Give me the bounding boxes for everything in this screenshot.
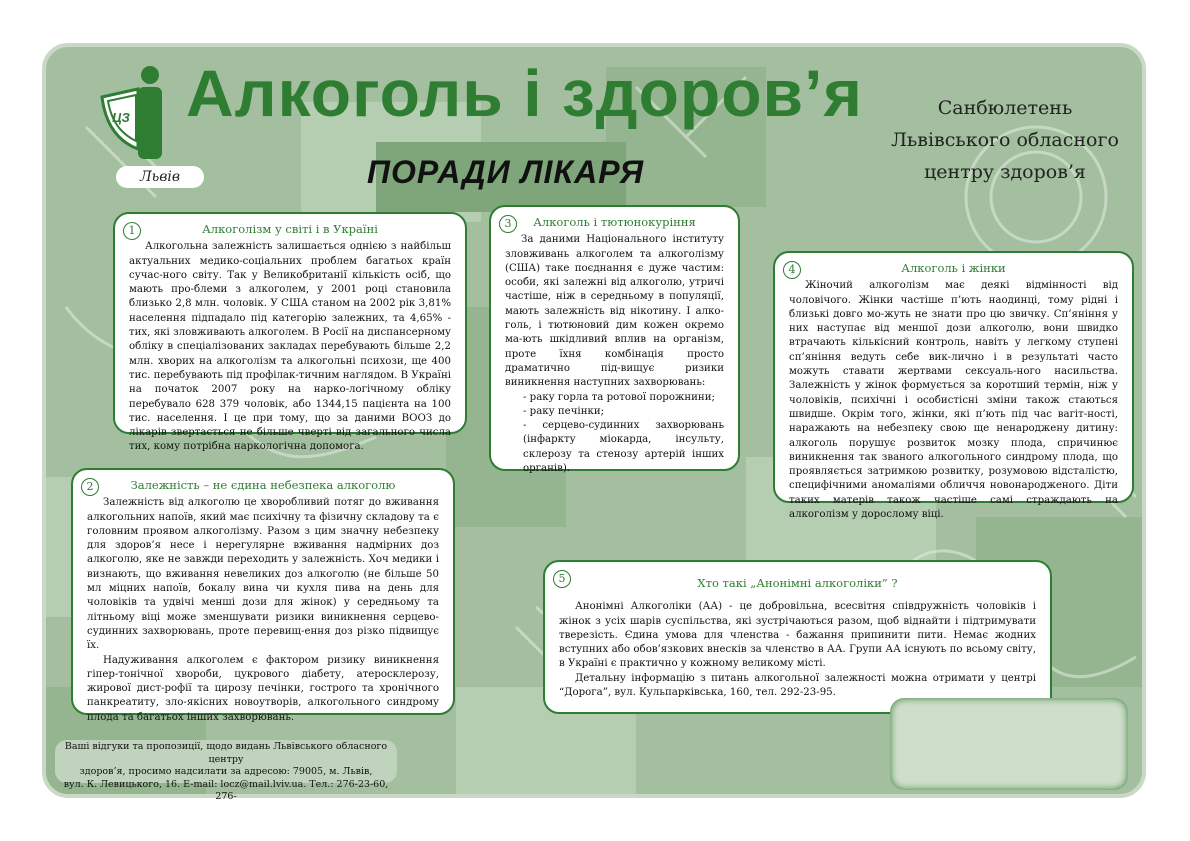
footer-line: вул. К. Левицького, 16. E-mail: locz@mail.lviv.ua. Тел.: 276-23-60, 276- xyxy=(63,778,389,802)
section-number: 1 xyxy=(123,222,141,240)
list-item: - серцево-судинних захворювань (інфаркту міокарда, інсульту, склерозу та стенозу артерій інших органів). xyxy=(523,420,724,475)
section-card-4 xyxy=(773,251,1134,521)
section-title: Алкоголь і жінки xyxy=(901,261,1006,275)
section-card-1 xyxy=(113,212,467,453)
logo-lettering: ЦЗ xyxy=(112,110,130,125)
section-text: Надуживання алкоголем є фактором ризику виникнення гіпер-тонічної хвороби, цукрового діабету, атеросклерозу, жирової дист-рофії та цирозу печінки, гострого та хронічного панкреатиту, зло-якісних новоутворів, алкогольного синдрому плода та багатьох інших захворювань. xyxy=(87,654,439,723)
footer-line: Ваші відгуки та пропозиції, щодо видань Львівського обласного центру xyxy=(64,741,388,765)
section-card-5 xyxy=(543,560,1052,714)
publisher-block xyxy=(880,92,1130,188)
section-text: За даними Національного інституту зловживань алкоголем та алкоголізму (США) таке поєднання є дуже частим: особи, які залежні від алкоголю, утричі частіше, ніж в середньому в популяції, мають залежність від нікотину. І алко-голь, і тютюновий дим кожен окремо ма-ють шкідливий вплив на організм, проте їхня комбінація просто драматично під-вищує ризики виникнення наступних захворювань: xyxy=(505,234,724,389)
section-text: Детальну інформацію з питань алкогольної залежності можна отримати у центрі “Дорога”, вул. Кульпарківська, 160, тел. 292-23-95. xyxy=(559,672,1036,699)
health-center-logo xyxy=(98,65,178,165)
publisher-line: Львівського обласного xyxy=(891,129,1119,151)
section-number: 5 xyxy=(553,570,571,588)
footer-line: здоров’я, просимо надсилати за адресою: 79005, м. Львів, xyxy=(79,766,373,777)
contact-footer xyxy=(55,740,397,802)
list-item: - раку печінки; xyxy=(523,405,605,417)
list-item: - раку горла та ротової порожнини; xyxy=(523,391,715,403)
section-title: Хто такі „Анонімні алкоголіки” ? xyxy=(697,576,898,590)
section-text: Залежність від алкоголю це хворобливий потяг до вживання алкогольних напоїв, який має психічну та фізичну складову та є головним проявом алкоголізму. Разом з цим значну небезпеку для здоров’я несе і нерегулярне вживання надмірних доз алкоголю, яке не завжди переходить у залежність. Хоч медики і визнають, що вживання невеликих доз алкоголю (не більше 50 мл міцних напоїв, бокалу вина чи кухля пива на день для чоловіків та удвічі менші дози для жінок) у середньому та літньому віці може зменшувати ризики виникнення серцево-судинних захворювань, проте перевищ-ення доз різко підвищує їх. xyxy=(87,497,439,652)
section-text: Жіночий алкоголізм має деякі відмінності від чоловічого. Жінки частіше п’ють наодинці, тому рідні і близькі довго мо-жуть не знати про цю звичку. Сп’яніння у них наступає від меншої дози алкоголю, вони швидко втрачають кількісний контроль, навіть у легкому ступені сп’яніння ведуть себе вик-лично і в результаті часто можуть ставати жертвами сексуаль-ного насильства. Залежність у жінок формується за коротший термін, ніж у чоловіків, психічні і особистісні зміни також стаються швидше. Окрім того, жінки, які п’ють під час вагіт-ності, наражають на небезпеку свою ще ненароджену дитину: алкоголь порушує розвиток мозку плода, спричинює виникнення так званого алкогольного синдрому плода, що проявляється затримкою розвитку, розумовою відсталістю, специфічними аномаліями обличчя новонародженого. Діти таких матерів також частіше самі страждають на алкоголізм у дорослому віці. xyxy=(789,280,1118,521)
section-number: 4 xyxy=(783,261,801,279)
city-label: Львів xyxy=(116,166,204,188)
section-text: Анонімні Алкоголіки (АА) - це добровільна, всесвітня співдружність чоловіків і жінок з усіх шарів суспільства, які зустрічаються разом, щоб віднайти і підтримувати тверезість. Єдина умова для членства - бажання припинити пити. Немає жодних вступних або обов’язкових внесків за членство в АА. Групи АА існують по всьому світу, в Україні є практично у кожному великому місті. xyxy=(559,601,1036,670)
section-text: Алкогольна залежність залишається однією з найбільш актуальних медико-соціальних проблем багатьох країн сучас-ного світу. Так у Великобританії кількість осіб, що мають про-блеми з алкоголем, у 2001 році становила близько 2,8 млн. чоловік. У США станом на 2002 рік 3,81% населення підпадало під категорію залежних, та 4,65% - тих, які зловживають алкоголем. В Росії на диспансерному обліку в спеціалізованих закладах перебувають більше 2,2 млн. хворих на алкоголізм та алкогольні психози, ще 400 тис. перебувають під профілак-тичним наглядом. В Україні на початок 2007 року на нарко-логічному обліку перебувало 628 379 чоловік, або 1344,15 пацієнта на 100 тис. населення. І це при тому, що за даними ВООЗ до лікарів звертається не більше чверті від загального числа тих, кому потрібна наркологічна допомога. xyxy=(129,241,451,453)
section-title: Алкоголь і тютюнокуріння xyxy=(533,215,696,229)
section-card-2 xyxy=(71,468,455,723)
page-title: Алкоголь і здоров’я xyxy=(186,56,863,130)
section-card-3 xyxy=(489,205,740,475)
section-number: 2 xyxy=(81,478,99,496)
section-number: 3 xyxy=(499,215,517,233)
corner-panel xyxy=(890,698,1128,790)
publisher-line: центру здоров’я xyxy=(924,161,1086,183)
section-title: Залежність – не єдина небезпека алкоголю xyxy=(130,478,396,492)
section-title: Алкоголізм у світі і в Україні xyxy=(202,222,378,236)
page-subtitle: ПОРАДИ ЛІКАРЯ xyxy=(367,154,645,190)
publisher-line: Санбюлетень xyxy=(937,97,1073,119)
